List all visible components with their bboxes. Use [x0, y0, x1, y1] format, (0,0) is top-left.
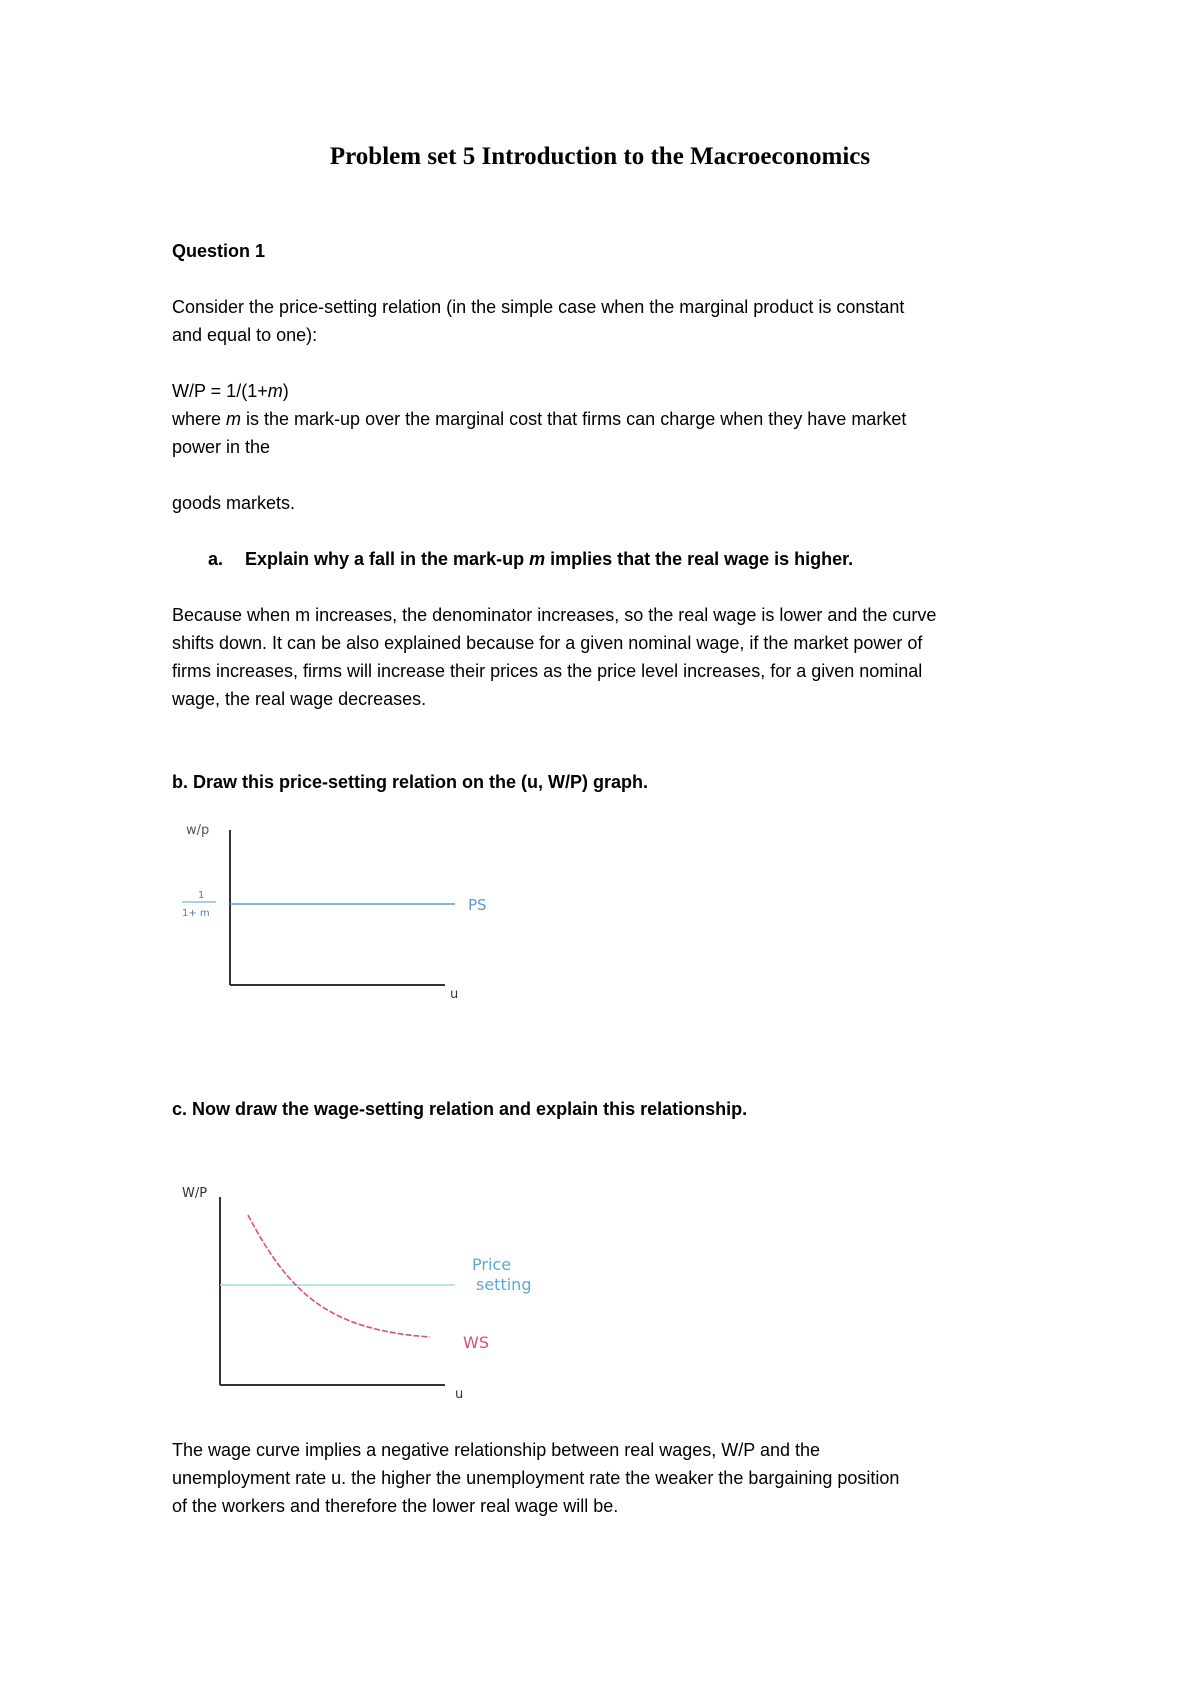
intro-goods-line: goods markets.	[172, 493, 296, 513]
wage-setting-figure	[170, 1175, 570, 1405]
question-heading: Question 1	[172, 241, 266, 261]
part-a-answer-line-3: firms increases, firms will increase their prices as the price level increases, for a given nominal	[172, 661, 923, 681]
equation-prefix: W/P = 1/(1+	[172, 381, 268, 401]
figure-b-x-label: u	[450, 987, 459, 1002]
intro-line-2: and equal to one):	[172, 325, 318, 345]
part-a-answer-line-1: Because when m increases, the denominator increases, so the real wage is lower and the curve	[172, 605, 937, 625]
ws-curve-label: WS	[463, 1333, 489, 1352]
figure-c-y-label: W/P	[182, 1186, 208, 1201]
part-a-question-suffix: implies that the real wage is higher.	[545, 549, 854, 569]
figure-b-level-denominator: 1+ m	[182, 908, 210, 919]
part-a-question-var: m	[529, 549, 546, 569]
ws-curve	[248, 1215, 430, 1337]
where-rest: is the mark-up over the marginal cost that firms can charge when they have market	[241, 409, 907, 429]
part-c-answer-line-1: The wage curve implies a negative relationship between real wages, W/P and the	[172, 1440, 821, 1460]
part-c-question: c. Now draw the wage-setting relation and explain this relationship.	[172, 1099, 748, 1119]
part-a-question-prefix: Explain why a fall in the mark-up	[245, 549, 530, 569]
price-setting-equation	[172, 377, 289, 405]
figure-c-x-label: u	[455, 1387, 464, 1402]
equation-suffix: )	[282, 381, 289, 401]
price-setting-figure	[170, 810, 510, 1010]
part-c-answer-line-3: of the workers and therefore the lower real wage will be.	[172, 1496, 619, 1516]
ps-curve-label: PS	[468, 896, 487, 914]
where-var: m	[226, 409, 242, 429]
part-a-answer-line-4: wage, the real wage decreases.	[172, 689, 427, 709]
price-setting-label-line-1: Price	[472, 1255, 512, 1274]
part-c-answer-line-2: unemployment rate u. the higher the unemployment rate the weaker the bargaining position	[172, 1468, 900, 1488]
price-setting-label-line-2: setting	[476, 1275, 532, 1294]
part-b-question: b. Draw this price-setting relation on the (u, W/P) graph.	[172, 772, 649, 792]
figure-b-level-numerator: 1	[198, 890, 205, 901]
equation-var: m	[267, 381, 283, 401]
figure-b-y-label: w/p	[186, 823, 210, 838]
intro-line-1: Consider the price-setting relation (in the simple case when the marginal product is constant	[172, 297, 905, 317]
intro-power-line: power in the	[172, 437, 271, 457]
intro-where-line	[172, 405, 906, 433]
page-title: Problem set 5 Introduction to the Macroeconomics	[329, 143, 871, 170]
part-a-answer-line-2: shifts down. It can be also explained because for a given nominal wage, if the market power of	[172, 633, 923, 653]
where-prefix: where	[172, 409, 227, 429]
part-a-question	[245, 545, 853, 573]
part-a-label: a.	[208, 549, 224, 569]
